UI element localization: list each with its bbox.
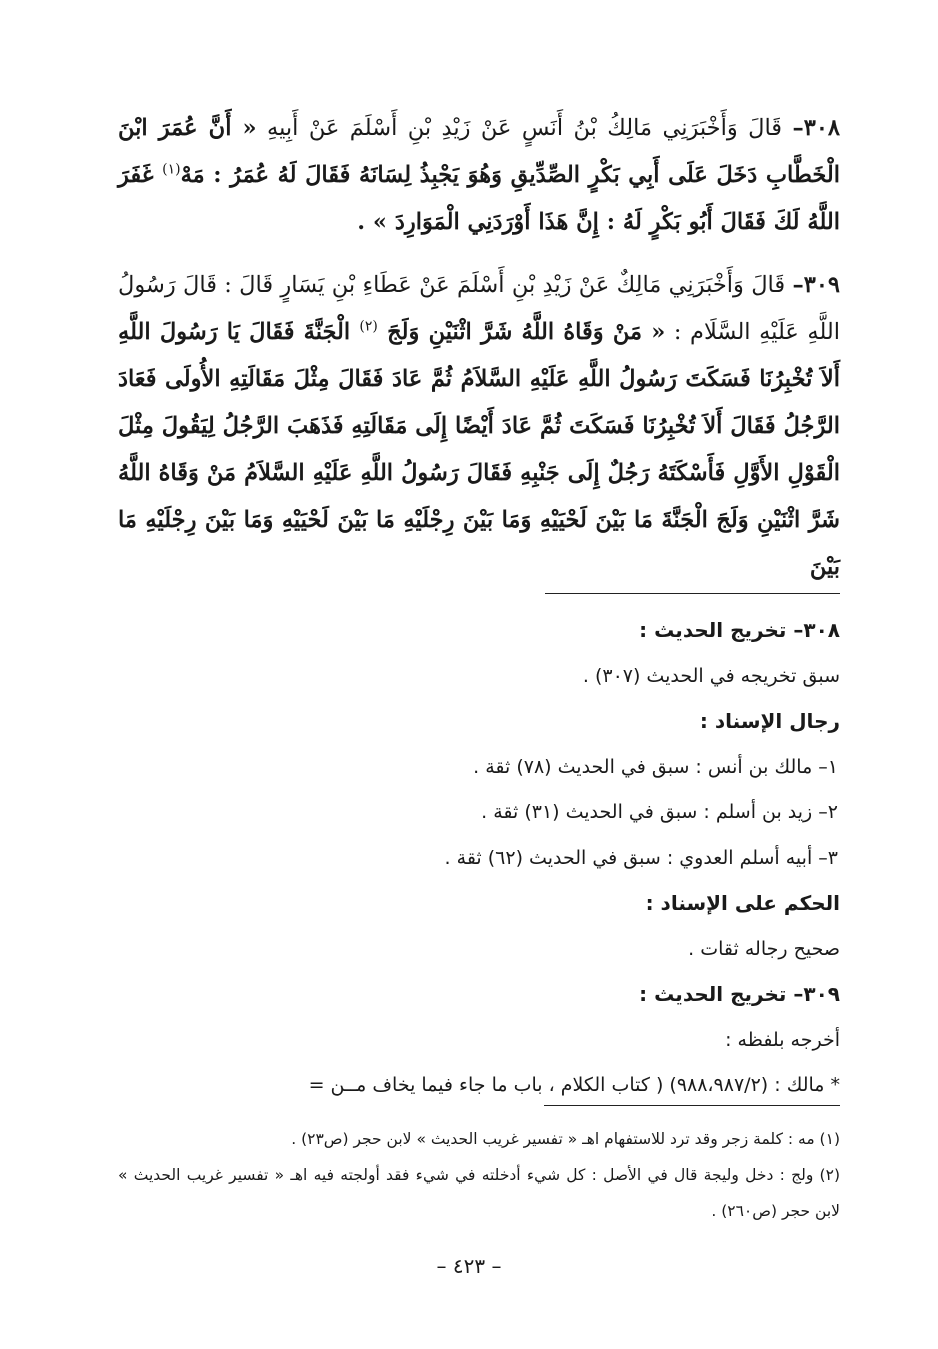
takhrij-line: سبق تخريجه في الحديث (٣٠٧) . [582, 664, 840, 687]
page-number: – ٤٢٣ – [436, 1254, 502, 1278]
ruling-text: صحيح رجاله ثقات . [688, 937, 840, 960]
footnote-2: (٢) ولج : دخل وليجة قال في الأصل : كل شيء أدخلته في شيء فقد أولجته فيه اهـ « تفسير غريب الحديث » لابن حجر (ص٢٦٠) . [118, 1166, 840, 1220]
footnote-divider [544, 1105, 840, 1106]
hadith-matn: « أَنَّ عُمَرَ ابْنَ الْخَطَّابِ دَخَلَ عَلَى أَبِي بَكْرٍ الصِّدِّيقِ وَهُوَ يَجْبِذُ لِسَانَهُ فَقَالَ لَهُ عُمَرُ : مَهْ [118, 115, 840, 188]
hadith-308 [118, 105, 840, 246]
footnote-1: (١) مه : كلمة زجر وقد ترد للاستفهام اهـ « تفسير غريب الحديث » لابن حجر (ص٢٣) . [291, 1130, 840, 1148]
narrator-item: ١– مالك بن أنس : سبق في الحديث (٧٨) ثقة . [473, 755, 838, 778]
hadith-matn-continued: الْجَنَّةَ فَقَالَ يَا رَسُولَ اللَّهِ أَلاَ تُخْبِرُنَا فَسَكَتَ رَسُولُ اللَّهِ عَلَيْهِ السَّلاَمُ ثُمَّ عَادَ فَقَالَ مِثْلَ مَقَالَتِهِ الأُولَى فَعَادَ الرَّجُلُ فَقَالَ أَلاَ تُخْبِرُنَا فَسَكَتَ ثُمَّ عَادَ أَيْضًا إِلَى مَقَالَتِهِ فَذَهَبَ الرَّجُلُ لِيَقُولَ مِثْلَ الْقَوْلِ الأَوَّلِ فَأَسْكَتَهُ رَجُلٌ إِلَى جَنْبِهِ فَقَالَ رَسُولُ اللَّهِ عَلَيْهِ السَّلاَمُ مَنْ وَقَاهُ اللَّهُ شَرَّ اثْنَيْنِ وَلَجَ الْجَنَّةَ مَا بَيْنَ لَحْيَيْهِ وَمَا بَيْنَ رِجْلَيْهِ مَا بَيْنَ لَحْيَيْهِ وَمَا بَيْنَ رِجْلَيْهِ مَا بَيْنَ [118, 319, 840, 580]
takhrij-source: * مالك : (٩٨٨،٩٨٧/٢) ( كتاب الكلام ، باب ما جاء فيما يخاف مــن = [308, 1074, 840, 1096]
narrators-heading: رجال الإسناد : [699, 709, 840, 733]
hadith-matn-continued: غَفَرَ اللَّهُ لَكَ فَقَالَ أَبُو بَكْرٍ لَهُ : إِنَّ هَذَا أَوْرَدَنِي الْمَوَارِدَ » . [118, 162, 840, 235]
ruling-heading: الحكم على الإسناد : [645, 891, 840, 915]
takhrij-heading-309: ٣٠٩– تخريج الحديث : [639, 982, 840, 1006]
takhrij-section [118, 608, 840, 1109]
hadith-isnad: قَالَ وَأَخْبَرَنِي مَالِكُ بْنُ أَنَسٍ عَنْ زَيْدِ بْنِ أَسْلَمَ عَنْ أَبِيهِ [256, 115, 793, 141]
footnote-mark[interactable]: (٢) [359, 318, 378, 335]
hadith-matn: « مَنْ وَقَاهُ اللَّهُ شَرَّ اثْنَيْنِ وَلَجَ [377, 319, 666, 345]
hadith-number: ٣٠٩– [792, 272, 840, 298]
takhrij-heading-308: ٣٠٨– تخريج الحديث : [639, 618, 840, 642]
narrator-item: ٣– أبيه أسلم العدوي : سبق في الحديث (٦٢) ثقة . [444, 846, 838, 869]
section-divider [545, 593, 840, 594]
page-content [118, 105, 840, 1220]
footnote-mark[interactable]: (١) [162, 161, 181, 178]
hadith-309 [118, 262, 840, 591]
hadith-number: ٣٠٨– [792, 115, 840, 141]
takhrij-line: أخرجه بلفظه : [725, 1028, 840, 1051]
narrator-item: ٢– زيد بن أسلم : سبق في الحديث (٣١) ثقة . [481, 801, 838, 823]
hadith-isnad: قَالَ وَأَخْبَرَنِي مَالِكٌ عَنْ زَيْدِ بْنِ أَسْلَمَ عَنْ عَطَاءِ بْنِ يَسَارٍ قَالَ : قَالَ رَسُولُ اللَّهِ عَلَيْهِ السَّلَام : [118, 272, 840, 345]
footnotes [118, 1121, 840, 1229]
